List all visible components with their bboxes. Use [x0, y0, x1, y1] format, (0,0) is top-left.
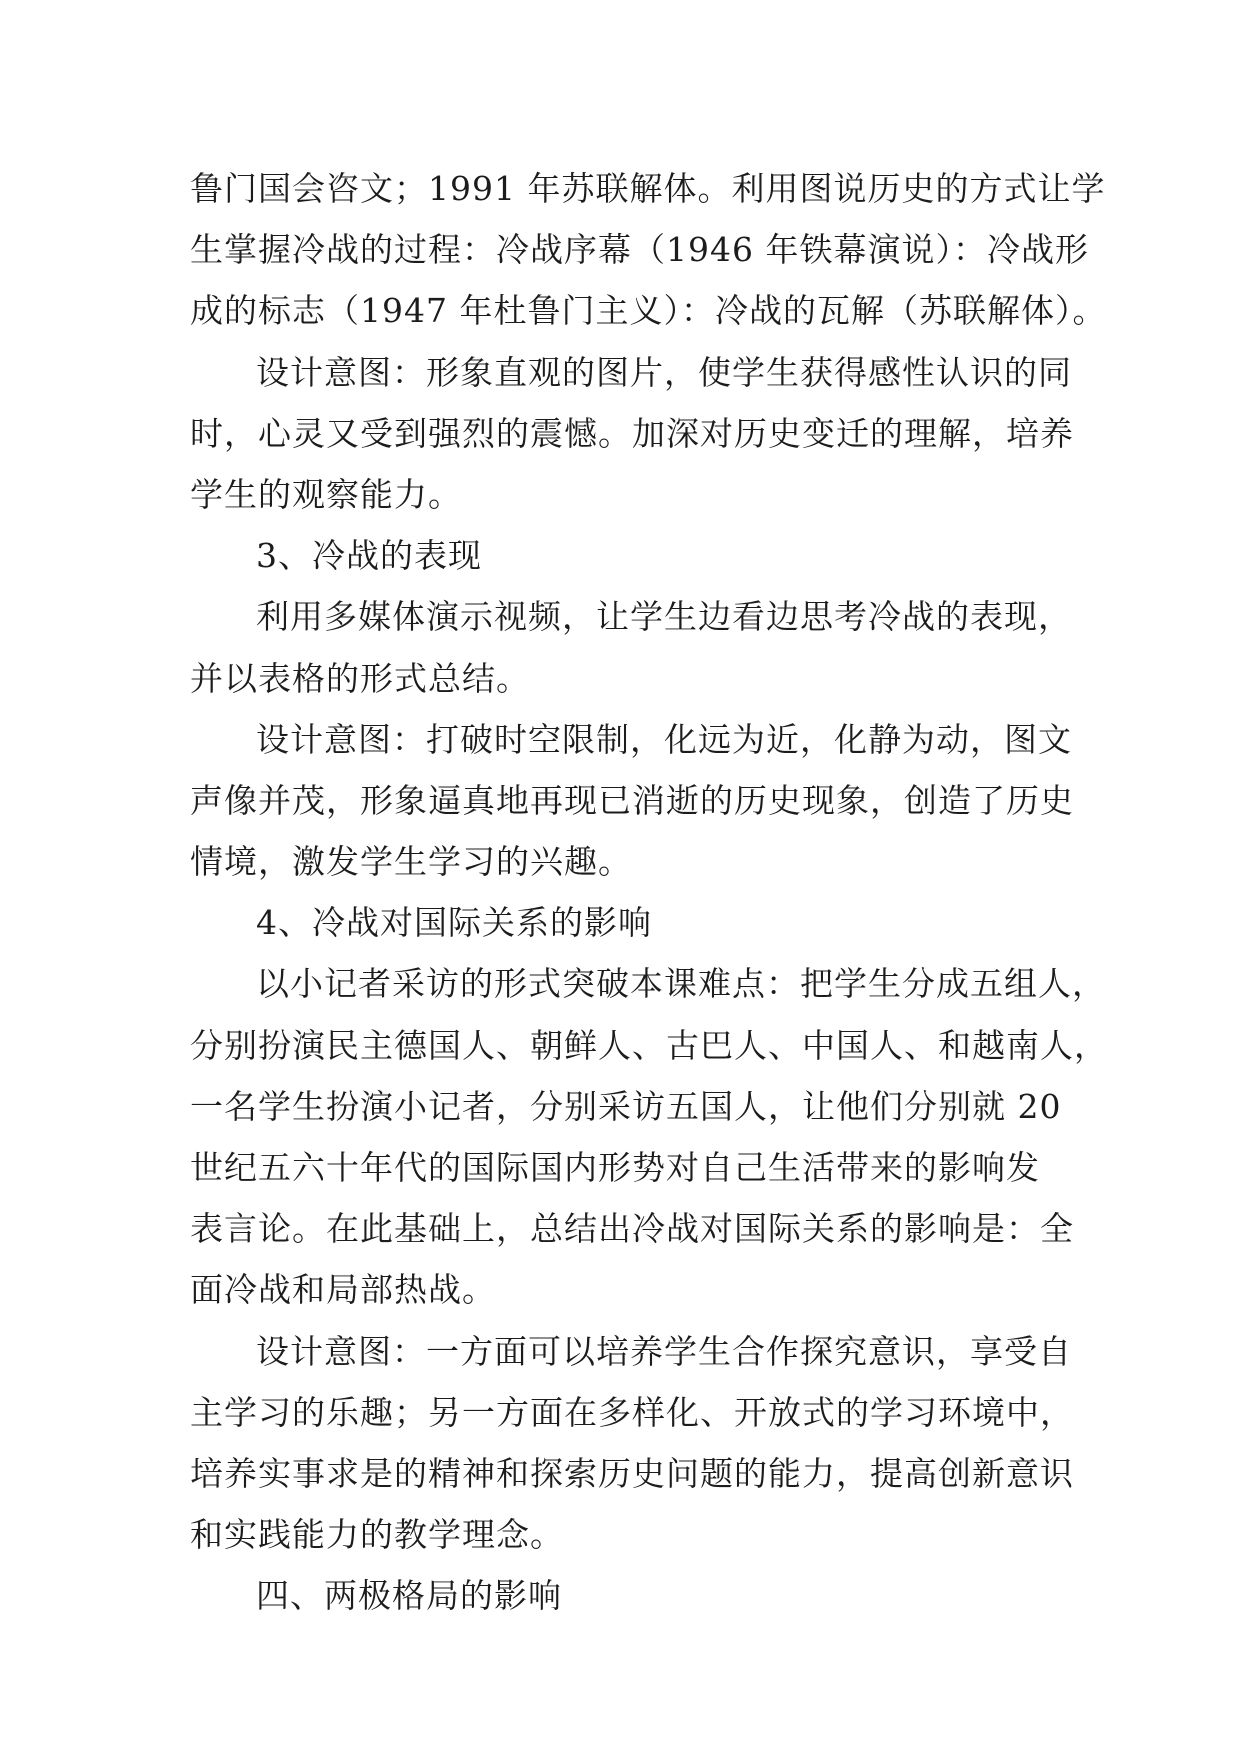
text-line: 和实践能力的教学理念。 [190, 1515, 564, 1555]
text-line: 一名学生扮演小记者，分别采访五国人，让他们分别就 20 [190, 1086, 1062, 1126]
text-line: 世纪五六十年代的国际国内形势对自己生活带来的影响发 [190, 1148, 1040, 1187]
text-line: 培养实事求是的精神和探索历史问题的能力，提高创新意识 [190, 1453, 1074, 1493]
text-line: 主学习的乐趣；另一方面在多样化、开放式的学习环境中， [190, 1392, 1074, 1432]
paragraph-start-line: 利用多媒体演示视频，让学生边看边思考冷战的表现， [256, 597, 1072, 637]
section-heading: 四、两极格局的影响 [256, 1576, 562, 1616]
text-line: 成的标志（1947 年杜鲁门主义）：冷战的瓦解（苏联解体）。 [190, 291, 1107, 331]
text-line: 时，心灵又受到强烈的震憾。加深对历史变迁的理解，培养 [190, 413, 1074, 453]
text-line: 表言论。在此基础上，总结出冷战对国际关系的影响是：全 [190, 1209, 1074, 1249]
text-line: 生掌握冷战的过程：冷战序幕（1946 年铁幕演说）：冷战形 [190, 230, 1089, 270]
paragraph-start-line: 以小记者采访的形式突破本课难点：把学生分成五组人， [256, 964, 1106, 1004]
text-line: 分别扮演民主德国人、朝鲜人、古巴人、中国人、和越南人， [190, 1025, 1108, 1065]
paragraph-start-line: 设计意图：形象直观的图片，使学生获得感性认识的同 [256, 352, 1072, 392]
paragraph-start-line: 设计意图：一方面可以培养学生合作探究意识，享受自 [256, 1331, 1072, 1371]
document-body [190, 158, 1108, 1627]
text-line: 并以表格的形式总结。 [190, 658, 530, 698]
text-line: 鲁门国会咨文；1991 年苏联解体。利用图说历史的方式让学 [190, 169, 1106, 208]
section-heading: 4、冷战对国际关系的影响 [256, 903, 652, 943]
text-line: 声像并茂，形象逼真地再现已消逝的历史现象，创造了历史 [190, 780, 1074, 820]
paragraph-start-line: 设计意图：打破时空限制，化远为近，化静为动，图文 [256, 719, 1072, 759]
text-line: 面冷战和局部热战。 [190, 1270, 496, 1310]
text-line: 情境，激发学生学习的兴趣。 [190, 842, 632, 882]
text-line: 学生的观察能力。 [190, 474, 462, 514]
section-heading: 3、冷战的表现 [256, 536, 482, 576]
